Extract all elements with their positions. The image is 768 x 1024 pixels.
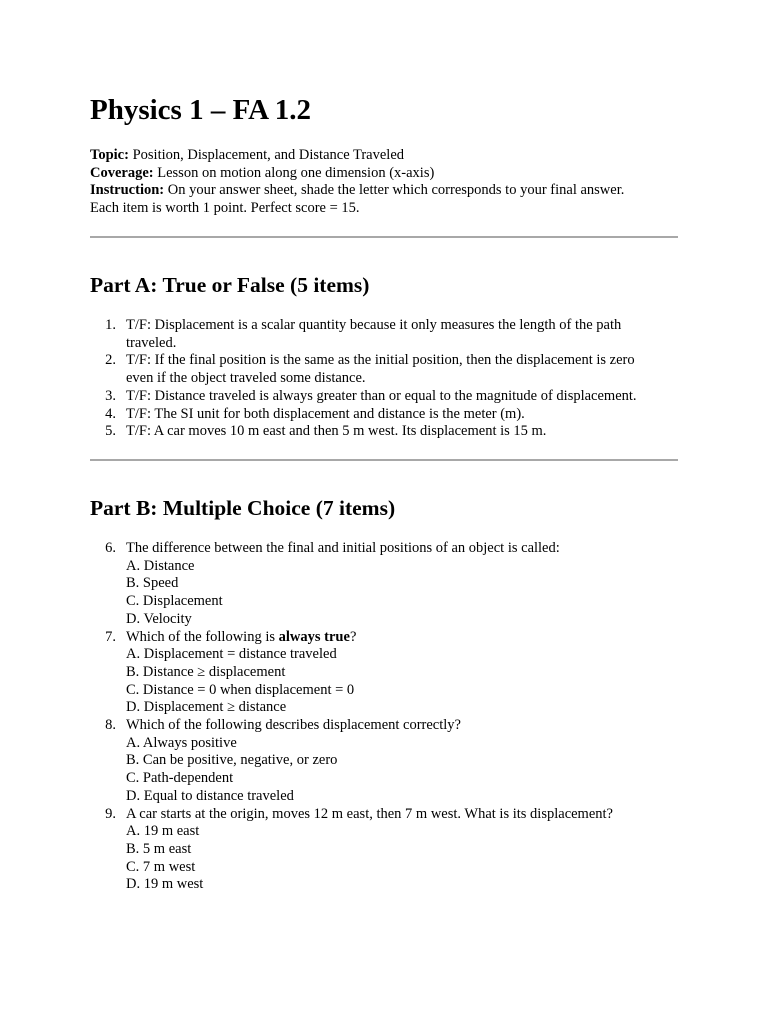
- quiz-info: [90, 147, 690, 218]
- coverage-label: Coverage:: [90, 164, 154, 181]
- choice-option: A. Displacement = distance traveled: [126, 646, 337, 663]
- question-text: Which of the following describes displacement correctly?: [126, 717, 461, 734]
- item-number: 1.: [105, 317, 116, 333]
- choice-option: C. 7 m west: [126, 858, 196, 875]
- choice-option: C. Displacement: [126, 593, 223, 610]
- part-a-heading: Part A: True or False (5 items): [90, 273, 370, 297]
- item-text: T/F: A car moves 10 m east and then 5 m west. Its displacement is 15 m.: [126, 423, 547, 440]
- instruction-line-2: Each item is worth 1 point. Perfect score = 15.: [90, 200, 360, 217]
- topic-value: Position, Displacement, and Distance Traveled: [132, 147, 405, 163]
- list-item: [90, 423, 690, 441]
- item-text-continued: traveled.: [126, 334, 177, 351]
- emphasis-text: always true: [278, 628, 350, 645]
- item-number: 3.: [105, 387, 116, 404]
- list-item: [90, 806, 690, 895]
- item-text: T/F: Displacement is a scalar quantity because it only measures the length of the path: [126, 317, 622, 333]
- list-item: [90, 406, 690, 424]
- topic-line: [90, 147, 690, 165]
- part-b-list: [90, 540, 690, 894]
- choice-option: D. Displacement ≥ distance: [126, 699, 287, 716]
- part-b-heading: Part B: Multiple Choice (7 items): [90, 496, 396, 520]
- item-number: 8.: [105, 717, 116, 734]
- item-number: 2.: [105, 352, 116, 369]
- item-number: 4.: [105, 405, 116, 422]
- divider: [90, 236, 678, 238]
- list-item: [90, 717, 690, 806]
- list-item: [90, 540, 690, 629]
- choice-option: C. Distance = 0 when displacement = 0: [126, 681, 355, 698]
- question-text: Which of the following is always true?: [126, 628, 357, 645]
- instruction-line: [90, 182, 690, 200]
- item-number: 7.: [105, 628, 116, 645]
- page-title: Physics 1 – FA 1.2: [90, 94, 311, 126]
- choice-option: D. Equal to distance traveled: [126, 787, 294, 804]
- choice-option: A. 19 m east: [126, 823, 200, 840]
- coverage-value: Lesson on motion along one dimension (x-axis): [157, 164, 435, 181]
- divider: [90, 459, 678, 461]
- item-number: 5.: [105, 423, 116, 440]
- list-item: [90, 388, 690, 406]
- coverage-line: [90, 165, 690, 183]
- choice-option: B. Can be positive, negative, or zero: [126, 752, 338, 769]
- choice-option: D. Velocity: [126, 610, 192, 627]
- choice-option: B. Distance ≥ displacement: [126, 663, 286, 680]
- item-number: 6.: [105, 540, 116, 556]
- choice-option: C. Path-dependent: [126, 770, 234, 787]
- choice-option: A. Always positive: [126, 734, 237, 751]
- item-text: T/F: The SI unit for both displacement and distance is the meter (m).: [126, 405, 525, 422]
- instruction-value: On your answer sheet, shade the letter which corresponds to your final answer.: [167, 182, 625, 199]
- instruction-label: Instruction:: [90, 182, 165, 199]
- part-a-list: [90, 317, 690, 441]
- choice-option: D. 19 m west: [126, 876, 204, 893]
- list-item: [90, 352, 690, 387]
- choice-option: A. Distance: [126, 557, 195, 574]
- list-item: [90, 317, 690, 352]
- choice-option: B. 5 m east: [126, 840, 192, 857]
- item-text: T/F: If the final position is the same as the initial position, then the displacement is zero: [126, 352, 635, 369]
- list-item: [90, 629, 690, 718]
- item-text-continued: even if the object traveled some distance.: [126, 370, 366, 387]
- topic-label: Topic:: [90, 147, 129, 163]
- item-text: T/F: Distance traveled is always greater than or equal to the magnitude of displacement.: [126, 387, 637, 404]
- item-number: 9.: [105, 805, 116, 822]
- question-text: The difference between the final and initial positions of an object is called:: [126, 540, 560, 556]
- choice-option: B. Speed: [126, 575, 179, 592]
- question-text: A car starts at the origin, moves 12 m east, then 7 m west. What is its displacement?: [126, 805, 613, 822]
